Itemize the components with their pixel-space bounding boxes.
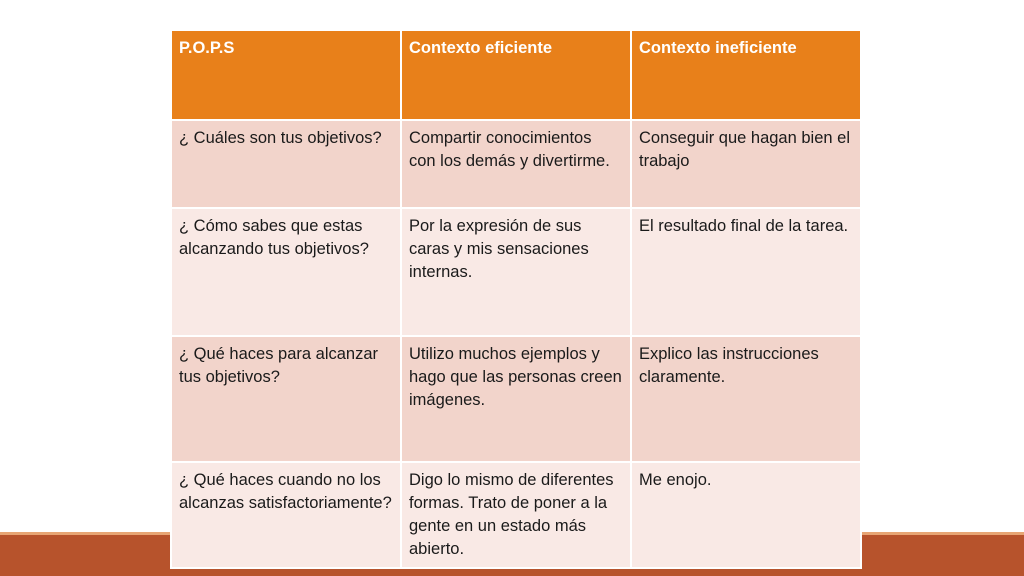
table-row bbox=[171, 462, 861, 568]
question-cell: ¿ Qué haces para alcanzar tus objetivos? bbox=[171, 336, 401, 462]
question-cell: ¿ Cuáles son tus objetivos? bbox=[171, 120, 401, 208]
header-contexto-ineficiente: Contexto ineficiente bbox=[631, 30, 861, 120]
table-header-row bbox=[171, 30, 861, 120]
table-row bbox=[171, 120, 861, 208]
header-pops: P.O.P.S bbox=[171, 30, 401, 120]
efficient-cell: Por la expresión de sus caras y mis sensaciones internas. bbox=[401, 208, 631, 336]
efficient-cell: Utilizo muchos ejemplos y hago que las personas creen imágenes. bbox=[401, 336, 631, 462]
inefficient-cell: Conseguir que hagan bien el trabajo bbox=[631, 120, 861, 208]
header-contexto-eficiente: Contexto eficiente bbox=[401, 30, 631, 120]
efficient-cell: Compartir conocimientos con los demás y divertirme. bbox=[401, 120, 631, 208]
question-cell: ¿ Cómo sabes que estas alcanzando tus objetivos? bbox=[171, 208, 401, 336]
table-row bbox=[171, 336, 861, 462]
inefficient-cell: Me enojo. bbox=[631, 462, 861, 568]
inefficient-cell: Explico las instrucciones claramente. bbox=[631, 336, 861, 462]
question-cell: ¿ Qué haces cuando no los alcanzas satisfactoriamente? bbox=[171, 462, 401, 568]
efficient-cell: Digo lo mismo de diferentes formas. Trato de poner a la gente en un estado más abierto. bbox=[401, 462, 631, 568]
inefficient-cell: El resultado final de la tarea. bbox=[631, 208, 861, 336]
pops-table bbox=[170, 29, 862, 569]
table-row bbox=[171, 208, 861, 336]
